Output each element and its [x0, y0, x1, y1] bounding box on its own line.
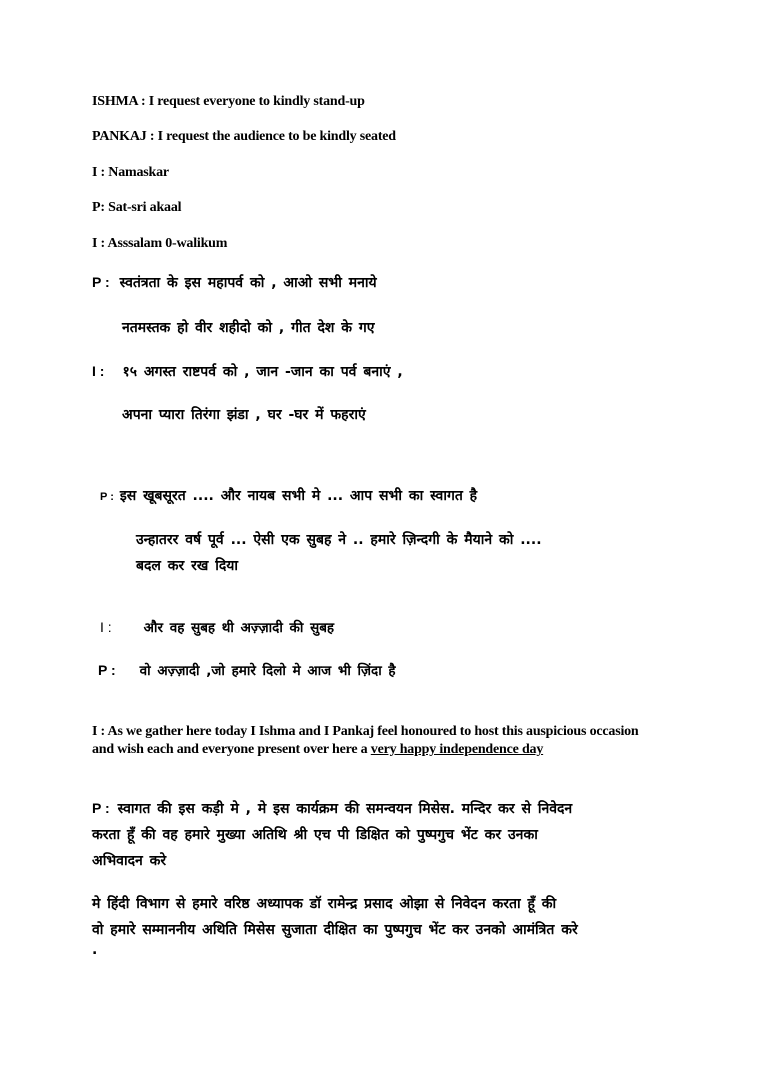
verse-p2-line3: बदल कर रख दिया: [136, 558, 239, 574]
verse-p3-line1: [98, 661, 396, 680]
line-ishma-standup: ISHMA : I request everyone to kindly stand-up: [92, 94, 365, 109]
verse-text: १५ अगस्त राष्टपर्व को , जान -जान का पर्व बनाएं ,: [122, 364, 403, 380]
welcome-text: स्वागत की इस कड़ी मे , मे इस कार्यक्रम की समन्वयन मिसेस. मन्दिर कर से निवेदन: [117, 801, 573, 817]
independence-day-greeting: very happy independence day: [370, 742, 544, 757]
request-p5-line1: मे हिंदी विभाग से हमारे वरिष्ठ अध्यापक डॉ रामेन्द्र प्रसाद ओझा से निवेदन करता हूँ की: [92, 896, 557, 912]
line-namaskar: I : Namaskar: [92, 165, 169, 180]
verse-i1-line1: [92, 362, 403, 381]
speaker-label: P :: [100, 491, 114, 503]
request-p5-line3: .: [92, 942, 98, 958]
speaker-label: I :: [92, 363, 105, 379]
speaker-label: P :: [92, 800, 110, 816]
line-sat-sri-akaal: P: Sat-sri akaal: [92, 200, 182, 215]
welcome-p4-line3: अभिवादन करे: [92, 853, 167, 869]
line-assalam: I : Asssalam 0-walikum: [92, 236, 228, 251]
verse-p2-line1: [100, 486, 477, 505]
host-intro-paragraph: [92, 723, 658, 759]
verse-i1-line2: अपना प्यारा तिरंगा झंडा , घर -घर में फहराएं: [122, 407, 366, 423]
verse-p2-line2: उन्हातरर वर्ष पूर्व ... ऐसी एक सुबह ने .. हमारे ज़िन्दगी के मैयाने को ....: [136, 532, 542, 548]
speaker-label: I :: [100, 619, 112, 635]
line-pankaj-seated: PANKAJ : I request the audience to be kindly seated: [92, 129, 396, 144]
verse-p1-line2: नतमस्तक हो वीर शहीदो को , गीत देश के गए: [122, 320, 375, 336]
welcome-p4-line2: करता हूँ की वह हमारे मुख्या अतिथि श्री एच पी डिक्षित को पुष्पगुच भेंट कर उनका: [92, 827, 538, 843]
verse-text: और वह सुबह थी अज़्ज़ादी की सुबह: [143, 620, 335, 636]
speaker-label: P :: [92, 274, 110, 290]
welcome-p4-line1: [92, 799, 572, 818]
verse-text: वो अज़्ज़ादी ,जो हमारे दिलो मे आज भी ज़िंदा है: [139, 663, 396, 679]
speaker-label: P :: [98, 662, 116, 678]
host-intro-text: As we gather here today I Ishma and I Pankaj feel honoured to host this auspicious occasion and wish each and everyone present over here a: [92, 724, 639, 757]
verse-p1-line1: [92, 273, 377, 292]
request-p5-line2: वो हमारे सम्माननीय अथिति मिसेस सुजाता दीक्षित का पुष्पगुच भेंट कर उनको आमंत्रित करे: [92, 922, 578, 938]
speaker-label: I :: [92, 724, 106, 739]
verse-text: स्वतंत्रता के इस महापर्व को , आओ सभी मनाये: [119, 275, 377, 291]
verse-text: इस खूबसूरत .... और नायब सभी मे ... आप सभी का स्वागत है: [119, 488, 478, 504]
verse-i2-line1: [100, 618, 334, 637]
